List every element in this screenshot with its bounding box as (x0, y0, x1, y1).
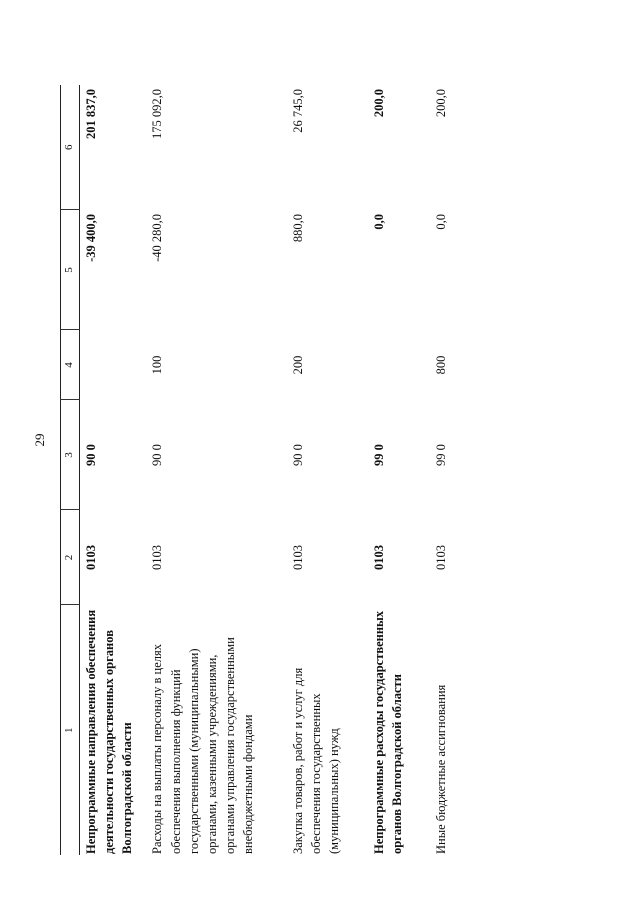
row-target: 90 0 (150, 444, 165, 466)
row-total: 201 837,0 (84, 89, 98, 139)
row-change: 880,0 (291, 214, 306, 243)
table-row (80, 85, 147, 855)
table-header-row (61, 85, 80, 855)
row-name: Иные бюджетные ассигнования (433, 684, 448, 854)
row-target: 99 0 (371, 444, 386, 466)
header-col-5: 5 (61, 210, 80, 330)
row-code: 0103 (84, 545, 98, 570)
row-change: -40 280,0 (150, 214, 165, 262)
row-total: 26 745,0 (291, 89, 306, 133)
row-code: 0103 (371, 545, 386, 570)
table-row (146, 85, 287, 855)
row-name: Расходы на выплаты персоналу в целях обеспечения выполнения функций государственными (муниципальными) органами, казенными учреждениями, органами управления государственными внебюджетными фондами (150, 637, 255, 854)
header-col-4: 4 (61, 330, 80, 400)
header-col-1: 1 (61, 605, 80, 855)
row-code: 0103 (291, 545, 306, 570)
row-target: 90 0 (291, 444, 306, 466)
row-total: 200,0 (433, 89, 448, 118)
table-row (287, 85, 367, 855)
table-row (368, 85, 430, 855)
header-col-2: 2 (61, 510, 80, 605)
budget-table-sheet (60, 85, 540, 855)
row-name: Непрограммные расходы государственных органов Волгоградской области (371, 610, 404, 854)
row-type (80, 330, 147, 400)
table-row (430, 85, 458, 855)
row-name: Непрограммные направления обеспечения деятельности государственных органов Волгоградской области (84, 609, 135, 854)
row-type: 100 (150, 355, 165, 375)
row-type: 200 (291, 355, 306, 375)
header-col-6: 6 (63, 144, 76, 150)
row-change: 0,0 (433, 214, 448, 230)
row-target: 90 0 (84, 444, 98, 466)
row-target: 99 0 (433, 444, 448, 466)
row-type (368, 330, 430, 400)
budget-table (60, 85, 458, 855)
row-change: -39 400,0 (84, 214, 98, 262)
row-name: Закупка товаров, работ и услуг для обеспечения государственных (муниципальных) нужд (291, 667, 342, 854)
row-total: 175 092,0 (150, 89, 165, 139)
row-code: 0103 (150, 545, 165, 570)
header-col-3: 3 (61, 400, 80, 510)
row-type: 800 (433, 355, 448, 375)
row-code: 0103 (433, 545, 448, 570)
page-number: 29 (32, 433, 47, 447)
row-change: 0,0 (371, 214, 386, 230)
row-total: 200,0 (371, 89, 386, 118)
